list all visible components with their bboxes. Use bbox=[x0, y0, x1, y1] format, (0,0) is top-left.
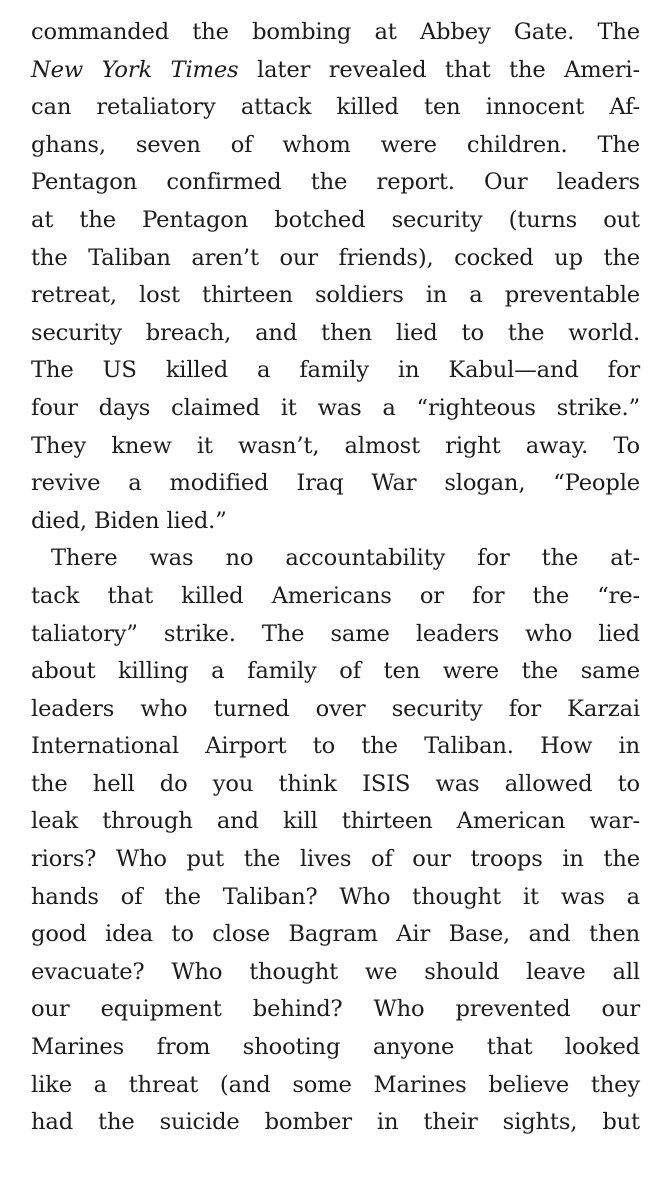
text-line: taliatory” strike. The same leaders who lied bbox=[31, 620, 640, 647]
text-line: revive a modified Iraq War slogan, “People bbox=[31, 470, 640, 497]
text-line: The US killed a family in Kabul—and for bbox=[31, 357, 640, 384]
text-line: Pentagon confirmed the report. Our leaders bbox=[31, 169, 640, 196]
text-line: about killing a family of ten were the same bbox=[31, 658, 640, 685]
text-line: leak through and kill thirteen American war- bbox=[31, 808, 640, 835]
text-line: at the Pentagon botched security (turns out bbox=[31, 206, 640, 233]
paragraph-2 bbox=[31, 540, 640, 1142]
text-line: security breach, and then lied to the world. bbox=[31, 319, 640, 346]
text-line: International Airport to the Taliban. How in bbox=[31, 733, 640, 760]
text-line: leaders who turned over security for Karzai bbox=[31, 695, 640, 722]
text-line: good idea to close Bagram Air Base, and then bbox=[31, 921, 640, 948]
text-line: can retaliatory attack killed ten innocent Af- bbox=[31, 94, 640, 121]
text-line: There was no accountability for the at- bbox=[51, 545, 640, 572]
text-line: had the suicide bomber in their sights, but bbox=[31, 1109, 640, 1136]
text-line: retreat, lost thirteen soldiers in a preventable bbox=[31, 282, 640, 309]
text-line: evacuate? Who thought we should leave all bbox=[31, 958, 640, 985]
italic-title: New York Times bbox=[31, 56, 239, 83]
text-line: four days claimed it was a “righteous strike.” bbox=[31, 394, 640, 421]
text-line: the hell do you think ISIS was allowed to bbox=[31, 770, 640, 797]
paragraph-1 bbox=[31, 14, 640, 540]
text-line: hands of the Taliban? Who thought it was a bbox=[31, 883, 640, 910]
text-line: commanded the bombing at Abbey Gate. The bbox=[31, 19, 640, 45]
text-line: the Taliban aren’t our friends), cocked up the bbox=[31, 244, 640, 271]
book-page bbox=[31, 14, 640, 1142]
text-line: tack that killed Americans or for the “re- bbox=[31, 582, 640, 609]
text-line: ghans, seven of whom were children. The bbox=[31, 131, 640, 158]
text-line: riors? Who put the lives of our troops in the bbox=[31, 846, 640, 873]
text-line: They knew it wasn’t, almost right away. To bbox=[31, 432, 640, 459]
text-line: our equipment behind? Who prevented our bbox=[31, 996, 640, 1023]
text-line: died, Biden lied.” bbox=[31, 507, 227, 534]
text-line: Marines from shooting anyone that looked bbox=[31, 1034, 640, 1061]
text-line: New York Times later revealed that the Ameri- bbox=[31, 56, 640, 83]
text-line: like a threat (and some Marines believe they bbox=[31, 1071, 640, 1098]
